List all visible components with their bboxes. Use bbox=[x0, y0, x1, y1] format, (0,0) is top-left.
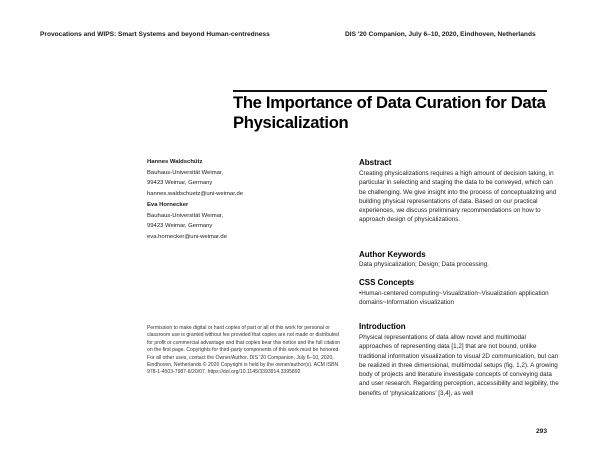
author-address: 99423 Weimar, Germany bbox=[147, 180, 213, 186]
abstract-text: Creating physicalizations requires a high amount of decision taking, in particular in selecting and staging the data to be conveyed, which can be challenging. We give insight into the process of conceptualizing and building physical representations of data. Based on our practical experiences, we discuss preliminary recommendations on how to approach design of physicalizations. bbox=[359, 170, 557, 224]
author-affiliation: Bauhaus-Universität Weimar, bbox=[147, 212, 224, 219]
author-name: Hannes Waldschütz bbox=[147, 159, 203, 165]
introduction-text: Physical representations of data allow novel and multimodal approaches of representing data [1,2] that are not bound, unlike traditional information visualization to visual 2D communication, but can be realized in three dimensional, multimodal setups (fig. 1,2). A growing body of projects and literature investigate concepts of conveying data and user research. Regarding perception, accessibility and legibility, the benefits of ‘physicalizations’ [3,4], as well bbox=[359, 334, 559, 397]
permission-notice: Permission to make digital or hard copies of part or all of this work for personal or classroom use is granted without fee provided that copies are not made or distributed for profit or commercial advantage and that copies bear this notice and the full citation on the first page. Copyrights for third-party components of this work must be honored. For all other uses, contact the Owner/Author. DIS '20 Companion, July 6–10, 2020, Eindhoven, Netherlands © 2020 Copyright is held by the owner/author(s). ACM ISBN 978-1-4503-7987-8/20/07. https://doi.org/10.1145/3393914.3395892 bbox=[147, 325, 341, 376]
author-email[interactable]: eva.hornecker@uni-weimar.de bbox=[147, 233, 227, 240]
ccs-heading: CSS Concepts bbox=[359, 278, 415, 287]
title-rule bbox=[233, 90, 547, 92]
running-header-left: Provocations and WIPS: Smart Systems and beyond Human-centredness bbox=[40, 31, 270, 38]
author-name: Eva Hornecker bbox=[147, 202, 189, 208]
keywords-text: Data physicalization; Design; Data processing. bbox=[359, 261, 489, 268]
page-number: 293 bbox=[536, 428, 548, 435]
author-address: 99423 Weimar, Germany bbox=[147, 223, 213, 229]
introduction-heading: Introduction bbox=[359, 322, 406, 331]
author-affiliation: Bauhaus-Universität Weimar, bbox=[147, 169, 224, 176]
author-block bbox=[147, 157, 243, 199]
author-email[interactable]: hannes.waldschuetz@uni-weimar.de bbox=[147, 190, 244, 197]
ccs-text: •Human-centered computing~Visualization~Visualization application domains~Information visualization bbox=[359, 290, 549, 307]
paper-title: The Importance of Data Curation for Data Physicalization bbox=[233, 93, 546, 132]
abstract-heading: Abstract bbox=[359, 158, 392, 167]
author-block bbox=[147, 200, 227, 242]
keywords-heading: Author Keywords bbox=[359, 250, 426, 259]
running-header-right: DIS '20 Companion, July 6–10, 2020, Eindhoven, Netherlands bbox=[345, 31, 536, 38]
